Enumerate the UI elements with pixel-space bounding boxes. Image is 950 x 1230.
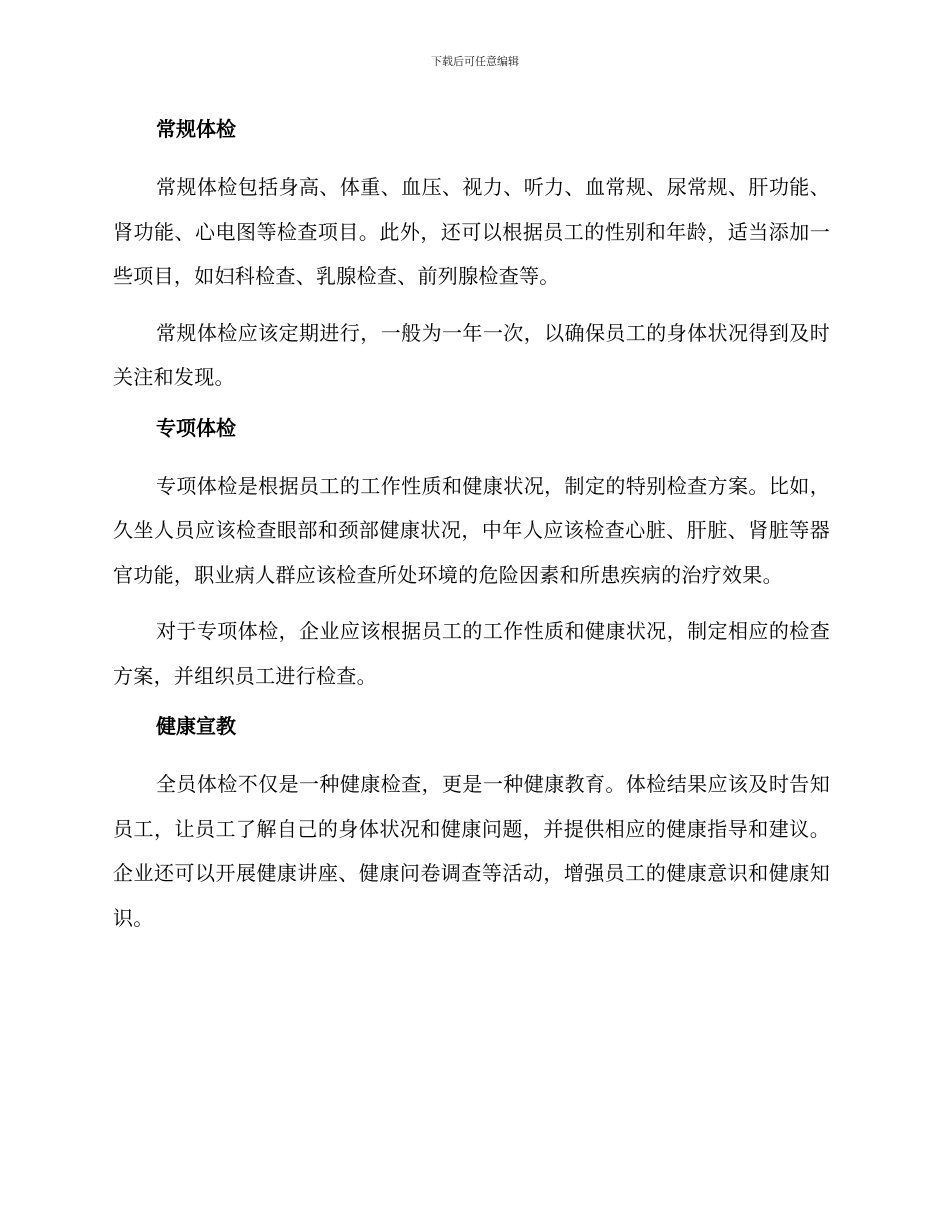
section-routine-checkup: [113, 113, 830, 412]
paragraph: 专项体检是根据员工的工作性质和健康状况，制定的特别检查方案。比如，久坐人员应该检查眼部和颈部健康状况，中年人应该检查心脏、肝脏、肾脏等器官功能，职业病人群应该检查所处环境的危险因素和所患疾病的治疗效果。: [113, 473, 830, 587]
section-heading: 常规体检: [156, 117, 236, 141]
section-health-education: [113, 710, 830, 940]
paragraph: 常规体检包括身高、体重、血压、视力、听力、血常规、尿常规、肝功能、肾功能、心电图等检查项目。此外，还可以根据员工的性别和年龄，适当添加一些项目，如妇科检查、乳腺检查、前列腺检查等。: [113, 175, 830, 288]
section-heading: 专项体检: [156, 415, 236, 440]
paragraph: 对于专项体检，企业应该根据员工的工作性质和健康状况，制定相应的检查方案，并组织员工进行检查。: [113, 619, 830, 688]
paragraph: 常规体检应该定期进行，一般为一年一次，以确保员工的身体状况得到及时关注和发现。: [113, 320, 830, 389]
document-body: [113, 113, 830, 940]
paragraph: 全员体检不仅是一种健康检查，更是一种健康教育。体检结果应该及时告知员工，让员工了解自己的身体状况和健康问题，并提供相应的健康指导和建议。企业还可以开展健康讲座、健康问卷调查等活动，增强员工的健康意识和健康知识。: [113, 772, 830, 930]
section-special-checkup: [113, 412, 830, 711]
section-heading: 健康宣教: [156, 714, 236, 738]
header-note: 下载后可任意编辑: [431, 55, 519, 68]
